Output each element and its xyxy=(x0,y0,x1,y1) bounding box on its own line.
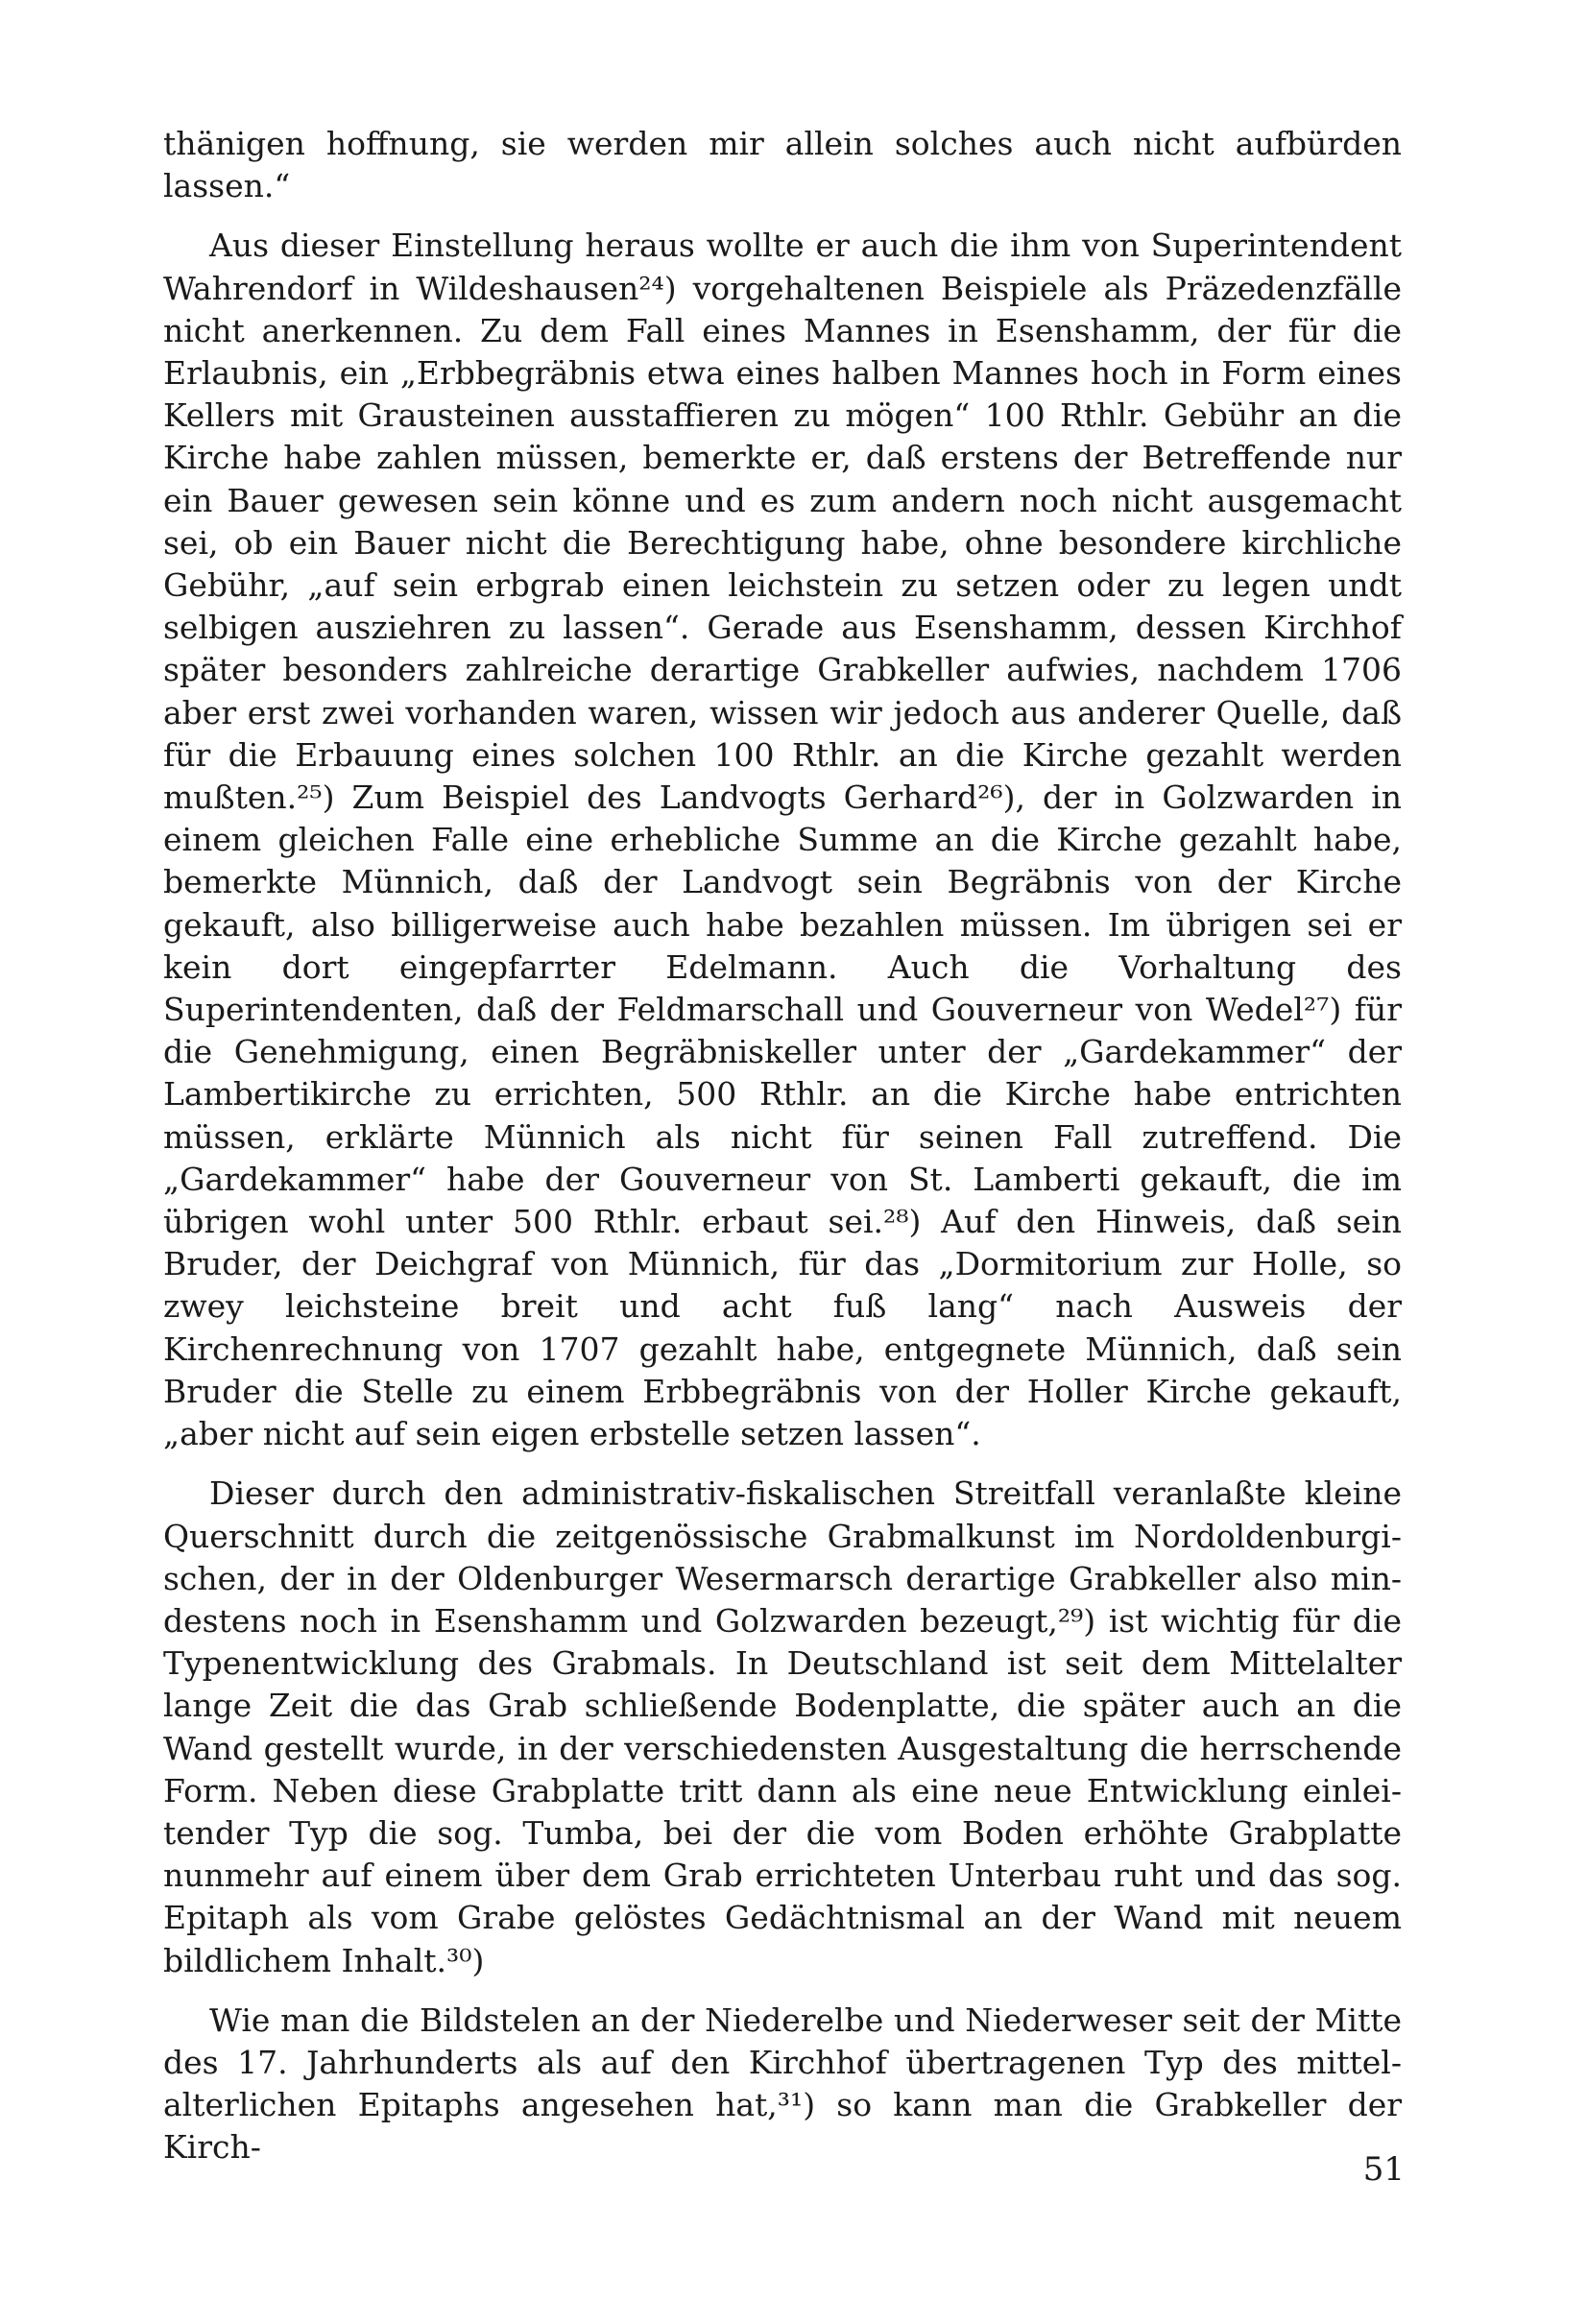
page-body xyxy=(163,123,1402,2187)
paragraph-2: Aus dieser Einstellung heraus wollte er auch die ihm von Superintendent Wahrendorf in Wildeshausen²⁴) vorgehaltenen Beispiele als Präzedenzfälle nicht anerkennen. Zu dem Fall eines Mannes in Esenshamm, der für die Erlaubnis, ein „Erbbegräbnis etwa eines halben Mannes hoch in Form eines Kellers mit Grausteinen ausstaffieren zu mögen“ 100 Rthlr. Gebühr an die Kirche habe zahlen müssen, bemerkte er, daß erstens der Betreffende nur ein Bauer gewesen sein könne und es zum andern noch nicht ausgemacht sei, ob ein Bauer nicht die Berechtigung habe, ohne besondere kirchliche Gebühr, „auf sein erbgrab einen leichstein zu setzen oder zu legen undt selbigen ausziehren zu lassen“. Gerade aus Esenshamm, dessen Kirchhof später besonders zahlreiche derartige Grabkeller aufwies, nachdem 1706 aber erst zwei vorhanden waren, wissen wir jedoch aus anderer Quelle, daß für die Erbauung eines solchen 100 Rthlr. an die Kirche gezahlt werden mußten.²⁵) Zum Beispiel des Landvogts Gerhard²⁶), der in Golzwarden in einem gleichen Falle eine erhebliche Summe an die Kirche gezahlt habe, bemerkte Münnich, daß der Landvogt sein Begräbnis von der Kirche gekauft, also billigerweise auch habe bezahlen müssen. Im übrigen sei er kein dort eingepfarrter Edelmann. Auch die Vorhaltung des Superintendenten, daß der Feldmarschall und Gouverneur von Wedel²⁷) für die Genehmigung, einen Begräbniskeller unter der „Gardekammer“ der Lambertikirche zu errichten, 500 Rthlr. an die Kirche habe entrichten müssen, erklärte Münnich als nicht für seinen Fall zutreffend. Die „Gardekammer“ habe der Gouverneur von St. Lamberti gekauft, die im übrigen wohl unter 500 Rthlr. erbaut sei.²⁸) Auf den Hinweis, daß sein Bruder, der Deichgraf von Münnich, für das „Dormitorium zur Holle, so zwey leichsteine breit und acht fuß lang“ nach Ausweis der Kirchenrechnung von 1707 gezahlt habe, entgegnete Münnich, daß sein Bruder die Stelle zu einem Erbbegräbnis von der Holler Kirche gekauft, „aber nicht auf sein eigen erbstelle setzen lassen“. xyxy=(163,227,1402,1453)
paragraph-4: Wie man die Bildstelen an der Niederelbe und Niederweser seit der Mitte des 17. Jahrhunderts als auf den Kirchhof übertragenen Typ des mittelalterlichen Epitaphs angesehen hat,³¹) so kann man die Grabkeller der Kirch- xyxy=(163,2001,1402,2167)
paragraph-3: Dieser durch den administrativ-fiskalischen Streitfall veranlaßte kleine Querschnitt durch die zeitgenössische Grabmalkunst im Nordoldenburgischen, der in der Oldenburger Wesermarsch derartige Grabkeller also mindestens noch in Esenshamm und Golzwarden bezeugt,²⁹) ist wichtig für die Typenentwicklung des Grabmals. In Deutschland ist seit dem Mittelalter lange Zeit die das Grab schließende Bodenplatte, die später auch an die Wand gestellt wurde, in der verschiedensten Ausgestaltung die herrschende Form. Neben diese Grabplatte tritt dann als eine neue Entwicklung einleitender Typ die sog. Tumba, bei der die vom Boden erhöhte Grabplatte nunmehr auf einem über dem Grab errichteten Unterbau ruht und das sog. Epitaph als vom Grabe gelöstes Gedächtnismal an der Wand mit neuem bildlichem Inhalt.³⁰) xyxy=(163,1474,1402,1979)
page-number: 51 xyxy=(1362,2150,1405,2189)
paragraph-1: thänigen hoffnung, sie werden mir allein solches auch nicht aufbürden lassen.“ xyxy=(163,125,1402,205)
